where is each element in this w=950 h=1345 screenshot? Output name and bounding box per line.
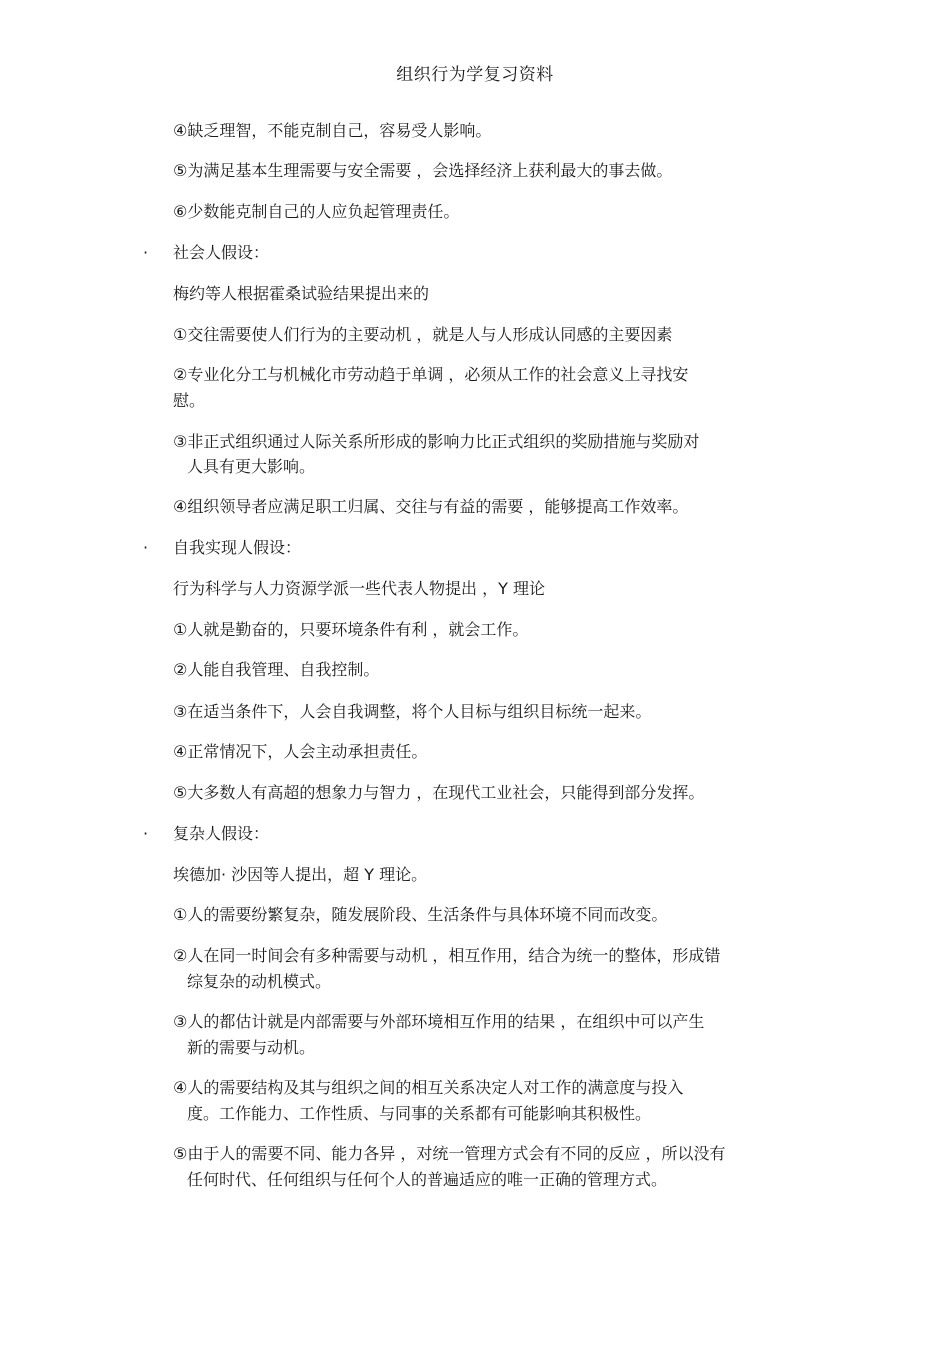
text-line: 新的需要与动机。	[187, 1038, 316, 1057]
text-line: ①人的需要纷繁复杂，随发展阶段、生活条件与具体环境不同而改变。	[173, 905, 668, 924]
text-line: 行为科学与人力资源学派一些代表人物提出 ，Y 理论	[173, 579, 545, 598]
text-line: ③在适当条件下，人会自我调整，将个人目标与组织目标统一起来。	[173, 702, 652, 721]
page-header-title: 组织行为学复习资料	[396, 65, 554, 85]
bullet-marker: ·	[143, 538, 149, 557]
text-line: ④组织领导者应满足职工归属、交往与有益的需要 ，能够提高工作效率。	[173, 497, 689, 516]
bullet-marker: ·	[143, 824, 149, 843]
text-line: ②人能自我管理、自我控制。	[173, 660, 380, 679]
text-line: 埃德加· 沙因等人提出，超 Y 理论。	[173, 865, 428, 884]
section-heading: 自我实现人假设：	[173, 538, 302, 557]
bullet-marker: ·	[143, 243, 149, 262]
text-line: ③人的都估计就是内部需要与外部环境相互作用的结果 ，在组织中可以产生	[173, 1012, 705, 1031]
text-line: 人具有更大影响。	[187, 457, 316, 476]
section-heading: 复杂人假设：	[173, 824, 270, 843]
text-line: ⑤大多数人有高超的想象力与智力 ，在现代工业社会，只能得到部分发挥。	[173, 783, 705, 802]
text-line: ⑤为满足基本生理需要与安全需要 ，会选择经济上获利最大的事去做。	[173, 161, 673, 180]
text-line: 慰。	[173, 391, 206, 410]
text-line: ②人在同一时间会有多种需要与动机 ，相互作用，结合为统一的整体，形成错	[173, 946, 721, 965]
text-line: ③非正式组织通过人际关系所形成的影响力比正式组织的奖励措施与奖励对	[173, 432, 700, 451]
text-line: 度。工作能力、工作性质、与同事的关系都有可能影响其积极性。	[187, 1104, 652, 1123]
text-line: ④人的需要结构及其与组织之间的相互关系决定人对工作的满意度与投入	[173, 1078, 684, 1097]
text-line: ④正常情况下，人会主动承担责任。	[173, 742, 428, 761]
text-line: ⑤由于人的需要不同、能力各异 ，对统一管理方式会有不同的反应 ，所以没有	[173, 1144, 726, 1163]
text-line: 综复杂的动机模式。	[187, 972, 332, 991]
text-line: 梅约等人根据霍桑试验结果提出来的	[173, 284, 430, 303]
text-line: ①交往需要使人们行为的主要动机 ，就是人与人形成认同感的主要因素	[173, 325, 673, 344]
text-line: 任何时代、任何组织与任何个人的普遍适应的唯一正确的管理方式。	[187, 1170, 668, 1189]
text-line: ④缺乏理智，不能克制自己，容易受人影响。	[173, 121, 492, 140]
text-line: ①人就是勤奋的，只要环境条件有利 ，就会工作。	[173, 620, 529, 639]
section-heading: 社会人假设：	[173, 243, 270, 262]
text-line: ②专业化分工与机械化市劳动趋于单调 ，必须从工作的社会意义上寻找安	[173, 365, 689, 384]
text-line: ⑥少数能克制自己的人应负起管理责任。	[173, 202, 460, 221]
